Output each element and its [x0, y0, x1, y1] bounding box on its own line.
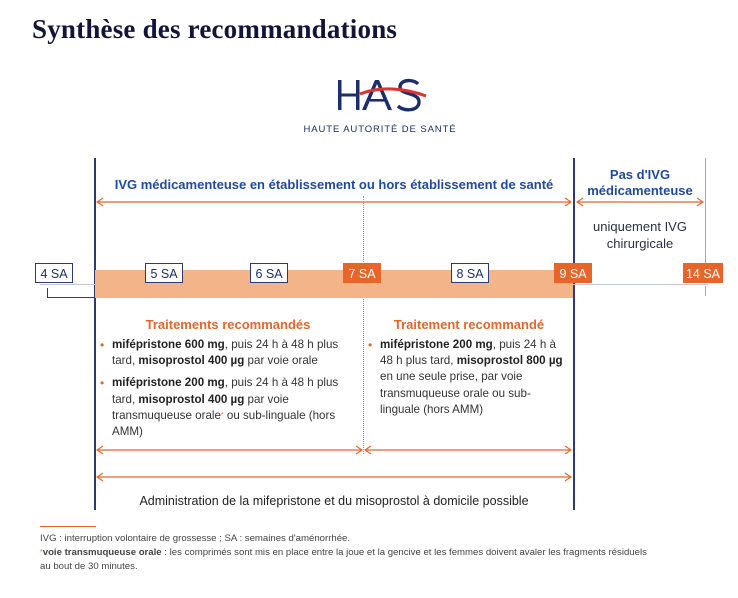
- right-note: uniquement IVG chirurgicale: [593, 219, 687, 251]
- footnote-abbreviations: IVG : interruption volontaire de grossesse ; SA : semaines d'aménorrhée.: [40, 533, 351, 544]
- has-logo-mark: [300, 74, 460, 120]
- header-left: IVG médicamenteuse en établissement ou hors établissement de santé: [114, 177, 554, 192]
- nine-sa-boundary-line: [573, 158, 575, 510]
- list-item: • mifépristone 600 mg, puis 24 h à 48 h plus tard, misoprostol 400 µg par voie orale: [100, 337, 356, 369]
- header-left-arrow: [96, 197, 572, 207]
- header-right-arrow: [576, 197, 704, 207]
- left-boundary-line: [94, 158, 96, 510]
- marker-5-sa: 5 SA: [145, 263, 183, 283]
- list-item: • mifépristone 200 mg, puis 24 h à 48 h plus tard, misoprostol 800 µg en une seule prise, par voie transmuqueuse orale ou sub-linguale (hors AMM): [368, 337, 566, 418]
- home-admin-arrow: [96, 472, 572, 482]
- right-treatment-list: [368, 337, 566, 424]
- left-treatment-list: [100, 337, 356, 446]
- list-item: • mifépristone 200 mg, puis 24 h à 48 h plus tard, misoprostol 400 µg par voie transmuqueuse orale* ou sub-linguale (hors AMM): [100, 375, 356, 440]
- footnote-transmucosal-cont: au bout de 30 minutes.: [40, 561, 138, 572]
- right-boundary-line-lower: [705, 286, 706, 296]
- home-administration-note: Administration de la mifepristone et du misoprostol à domicile possible: [139, 494, 529, 508]
- has-logo: [300, 74, 460, 140]
- footnote-rule: [40, 526, 96, 527]
- marker-8-sa: 8 SA: [451, 263, 489, 283]
- logo-name: HAUTE AUTORITÉ DE SANTÉ: [303, 124, 457, 135]
- header-right: Pas d'IVG médicamenteuse: [587, 167, 693, 198]
- marker-7-sa: 7 SA: [343, 263, 381, 283]
- right-period-arrow: [364, 445, 572, 455]
- marker-14-sa: 14 SA: [683, 263, 723, 283]
- page-title: Synthèse des recommandations: [32, 14, 398, 44]
- right-column-title: Traitement recommandé: [393, 317, 545, 332]
- four-sa-connector-bottom: [47, 297, 95, 298]
- left-column-title: Traitements recommandés: [145, 317, 311, 332]
- marker-4-sa: 4 SA: [35, 263, 73, 283]
- footnote-transmucosal: *voie transmuqueuse orale : les comprimés sont mis en place entre la joue et la gencive et les femmes doivent avaler les fragments résiduels: [40, 547, 647, 558]
- seven-sa-divider: [363, 196, 364, 454]
- right-boundary-line: [705, 158, 706, 266]
- left-period-arrow: [96, 445, 363, 455]
- marker-9-sa: 9 SA: [554, 263, 592, 283]
- marker-6-sa: 6 SA: [250, 263, 288, 283]
